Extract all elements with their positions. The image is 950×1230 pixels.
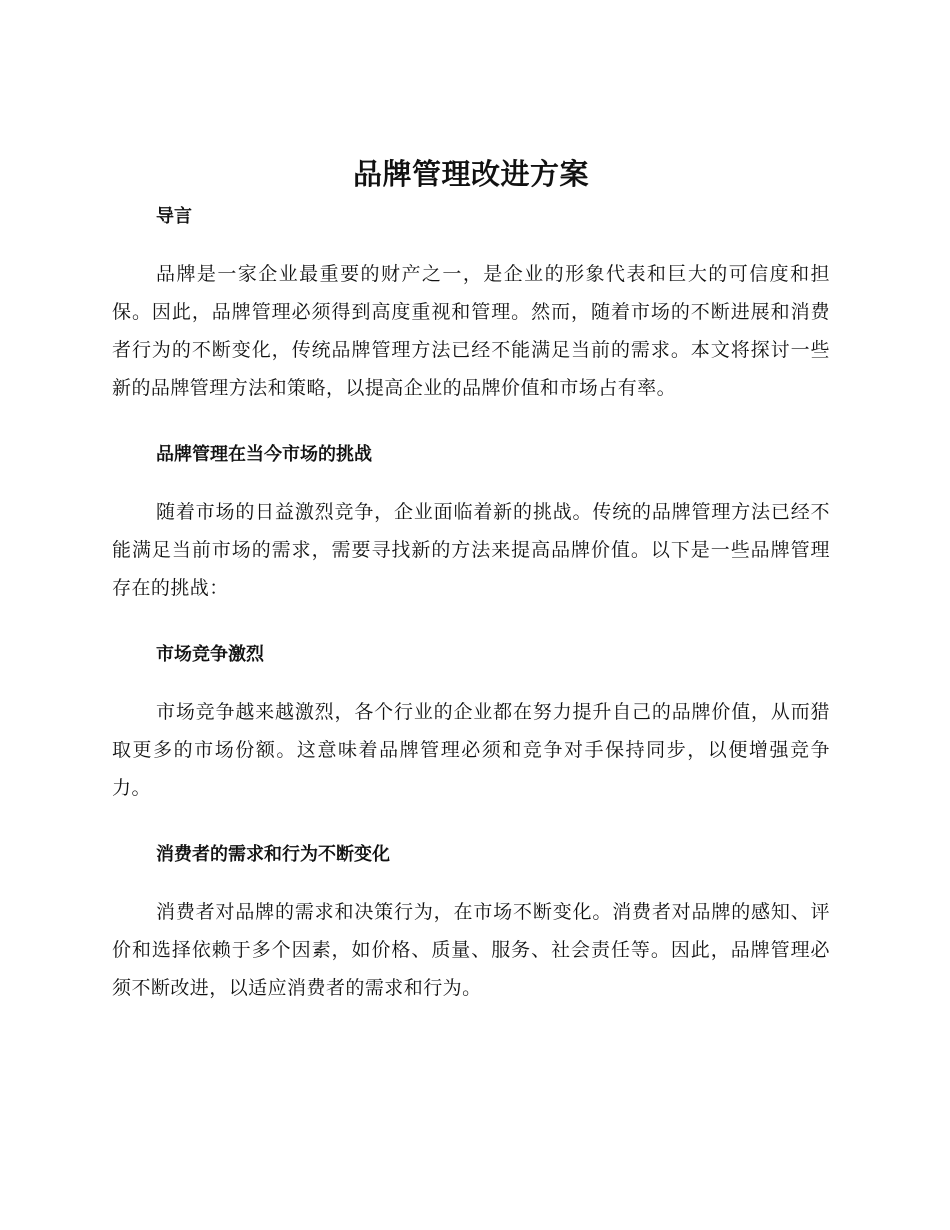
section-paragraph-competition: 市场竞争越来越激烈，各个行业的企业都在努力提升自己的品牌价值，从而猎取更多的市场份额。这意味着品牌管理必须和竞争对手保持同步，以便增强竞争力。 — [112, 701, 830, 799]
document-page — [112, 148, 830, 1007]
section-heading-competition: 市场竞争激烈 — [156, 644, 264, 665]
section-heading-consumer-needs: 消费者的需求和行为不断变化 — [156, 844, 390, 865]
section-paragraph-introduction: 品牌是一家企业最重要的财产之一，是企业的形象代表和巨大的可信度和担保。因此，品牌管理必须得到高度重视和管理。然而，随着市场的不断进展和消费者行为的不断变化，传统品牌管理方法已经不能满足当前的需求。本文将探讨一些新的品牌管理方法和策略，以提高企业的品牌价值和市场占有率。 — [112, 263, 830, 399]
section-heading-introduction: 导言 — [156, 206, 192, 227]
section-paragraph-challenges: 随着市场的日益激烈竞争，企业面临着新的挑战。传统的品牌管理方法已经不能满足当前市场的需求，需要寻找新的方法来提高品牌价值。以下是一些品牌管理存在的挑战： — [112, 501, 830, 599]
section-heading-challenges: 品牌管理在当今市场的挑战 — [156, 444, 372, 465]
document-title: 品牌管理改进方案 — [352, 157, 589, 191]
section-paragraph-consumer-needs: 消费者对品牌的需求和决策行为，在市场不断变化。消费者对品牌的感知、评价和选择依赖于多个因素，如价格、质量、服务、社会责任等。因此，品牌管理必须不断改进，以适应消费者的需求和行为。 — [112, 901, 830, 999]
